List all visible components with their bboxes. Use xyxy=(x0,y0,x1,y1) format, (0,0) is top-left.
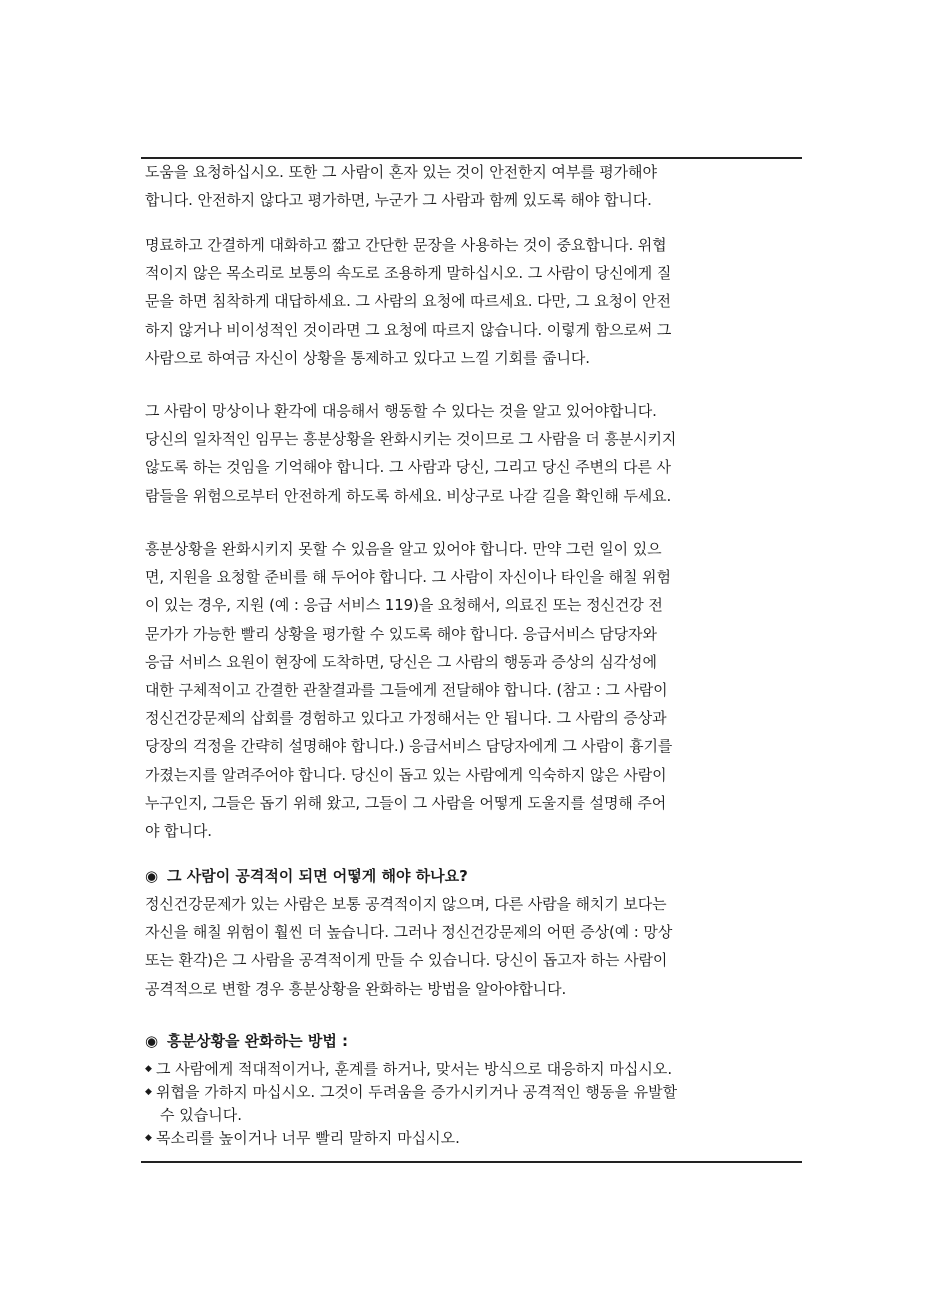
section-heading-text: 흥분상황을 완화하는 방법 : xyxy=(167,1032,349,1050)
text-line: 적이지 않은 목소리로 보통의 속도로 조용하게 말하십시오. 그 사람이 당신에게 질 xyxy=(145,264,672,283)
text-line: 정신건강문제가 있는 사람은 보통 공격적이지 않으며, 다른 사람을 해치기 보다는 xyxy=(145,895,667,913)
text-line: 도움을 요청하십시오. 또한 그 사람이 혼자 있는 것이 안전한지 여부를 평가해야 xyxy=(145,163,657,181)
diamond-bullet-icon: ◆ xyxy=(145,1133,152,1143)
text-line: 이 있는 경우, 지원 (예 : 응급 서비스 119)을 요청해서, 의료진 또는 정신건강 전 xyxy=(145,596,663,615)
paragraph-3 xyxy=(145,397,798,510)
text-line: 당장의 걱정을 간략히 설명해야 합니다.) 응급서비스 담당자에게 그 사람이 흉기를 xyxy=(145,737,673,756)
text-line: 야 합니다. xyxy=(145,822,212,841)
text-line: 흥분상황을 완화시키지 못할 수 있음을 알고 있어야 합니다. 만약 그런 일이 있으 xyxy=(145,540,662,558)
deescalation-list xyxy=(145,1058,798,1150)
paragraph-1 xyxy=(145,158,798,214)
section-heading-aggressive xyxy=(145,862,798,890)
text-line: 누구인지, 그들은 돕기 위해 왔고, 그들이 그 사람을 어떻게 도울지를 설명해 주어 xyxy=(145,793,667,812)
paragraph-2 xyxy=(145,231,798,372)
list-item-continuation: 수 있습니다. xyxy=(160,1106,242,1124)
diamond-bullet-icon: ◆ xyxy=(145,1087,152,1097)
text-line: 그 사람이 망상이나 환각에 대응해서 행동할 수 있다는 것을 알고 있어야합니다. xyxy=(145,402,657,420)
text-line: 또는 환각)은 그 사람을 공격적이게 만들 수 있습니다. 당신이 돕고자 하는 사람이 xyxy=(145,951,668,970)
text-line: 문가가 가능한 빨리 상황을 평가할 수 있도록 해야 합니다. 응급서비스 담당자와 xyxy=(145,624,657,643)
text-line: 당신의 일차적인 임무는 흥분상황을 완화시키는 것이므로 그 사람을 더 흥분시키지 xyxy=(145,430,677,449)
list-item xyxy=(145,1058,798,1081)
text-line: 응급 서비스 요원이 현장에 도착하면, 당신은 그 사람의 행동과 증상의 심각성에 xyxy=(145,652,657,671)
text-line: 정신건강문제의 삽회를 경험하고 있다고 가정해서는 안 됩니다. 그 사람의 증상과 xyxy=(145,709,667,728)
text-line: 자신을 해칠 위험이 훨씬 더 높습니다. 그러나 정신건강문제의 어떤 증상(예 : 망상 xyxy=(145,923,673,942)
section-heading-text: 그 사람이 공격적이 되면 어떻게 해야 하나요? xyxy=(167,867,468,885)
document-page xyxy=(141,0,802,1315)
section-heading-deescalate xyxy=(145,1027,798,1055)
text-line: 대한 구체적이고 간결한 관찰결과를 그들에게 전달해야 합니다. (참고 : 그 사람이 xyxy=(145,681,668,700)
text-line: 람들을 위험으로부터 안전하게 하도록 하세요. 비상구로 나갈 길을 확인해 두세요. xyxy=(145,486,672,505)
text-line: 사람으로 하여금 자신이 상황을 통제하고 있다고 느낄 기회를 줍니다. xyxy=(145,348,590,367)
text-line: 하지 않거나 비이성적인 것이라면 그 요청에 따르지 않습니다. 이렇게 함으로써 그 xyxy=(145,320,672,339)
text-line: 공격적으로 변할 경우 흥분상황을 완화하는 방법을 알아야합니다. xyxy=(145,979,567,998)
list-item xyxy=(145,1127,798,1150)
text-line: 가졌는지를 알려주어야 합니다. 당신이 돕고 있는 사람에게 익숙하지 않은 사람이 xyxy=(145,765,667,784)
paragraph-aggressive xyxy=(145,890,798,1003)
bottom-rule xyxy=(141,1161,802,1163)
text-line: 면, 지원을 요청할 준비를 해 두어야 합니다. 그 사람이 자신이나 타인을 해칠 위험 xyxy=(145,568,671,587)
target-bullet-icon: ◉ xyxy=(145,867,159,885)
text-line: 않도록 하는 것임을 기억해야 합니다. 그 사람과 당신, 그리고 당신 주변의 다른 사 xyxy=(145,458,671,477)
target-bullet-icon: ◉ xyxy=(145,1032,159,1050)
text-line: 문을 하면 침착하게 대답하세요. 그 사람의 요청에 따르세요. 다만, 그 요청이 안전 xyxy=(145,292,671,311)
text-line: 명료하고 간결하게 대화하고 짧고 간단한 문장을 사용하는 것이 중요합니다. 위협 xyxy=(145,236,667,254)
text-line: 합니다. 안전하지 않다고 평가하면, 누군가 그 사람과 함께 있도록 해야 합니다. xyxy=(145,191,652,210)
list-item-text: 위협을 가하지 마십시오. 그것이 두려움을 증가시키거나 공격적인 행동을 유발할 xyxy=(156,1083,678,1101)
list-item-text: 그 사람에게 적대적이거나, 훈계를 하거나, 맞서는 방식으로 대응하지 마십시오. xyxy=(156,1060,673,1078)
paragraph-4 xyxy=(145,535,798,845)
list-item-text: 목소리를 높이거나 너무 빨리 말하지 마십시오. xyxy=(156,1129,460,1147)
list-item xyxy=(145,1081,798,1127)
diamond-bullet-icon: ◆ xyxy=(145,1064,152,1074)
